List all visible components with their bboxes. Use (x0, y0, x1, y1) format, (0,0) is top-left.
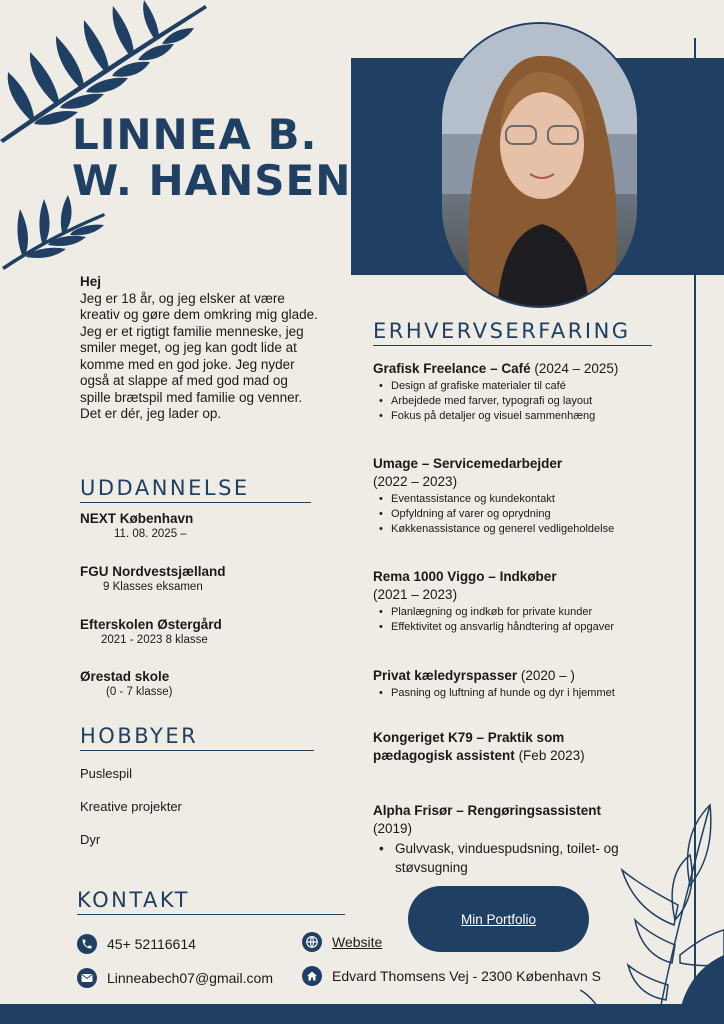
hobby-item: Kreative projekter (80, 799, 182, 814)
job-period: (2024 – 2025) (534, 361, 619, 376)
job-period: (2020 – ) (520, 668, 575, 683)
job-period: (2019) (373, 821, 413, 836)
job-period: (2021 – 2023) (373, 587, 458, 602)
education-item (80, 617, 320, 646)
job-bullet: • Planlægning og indkøb for private kunder (373, 605, 673, 620)
job-entry (373, 729, 673, 765)
contact-email (77, 968, 273, 988)
education-name: FGU Nordvestsjælland (80, 564, 226, 579)
about-text: Jeg er 18 år, og jeg elsker at være kreativ og gøre dem omkring mig glade. Jeg er et rigtigt familie menneske, jeg smiler meget, og jeg kan godt lide at komme med en god joke. Jeg nyder også at slappe af med god mad og spille brætspil med familie og venner. Det er dér, jeg lader op. (80, 290, 318, 421)
email-address: Linneabech07@gmail.com (107, 970, 273, 986)
job-title: Alpha Frisør – Rengøringsassistent (373, 803, 602, 818)
education-item (80, 669, 320, 698)
about-greeting: Hej (80, 274, 102, 289)
job-bullet: • Fokus på detaljer og visuel sammenhæng (373, 409, 673, 424)
job-bullet: • Pasning og luftning af hunde og dyr i hjemmet (373, 686, 673, 701)
profile-photo (440, 22, 639, 308)
footer-bar (0, 1004, 724, 1024)
job-title: Umage – Servicemedarbejder (373, 456, 563, 471)
job-title: Privat kæledyrspasser (373, 668, 518, 683)
job-bullet: • Gulvvask, vinduespudsning, toilet- og støvsugning (373, 839, 663, 877)
education-name: NEXT København (80, 511, 194, 526)
contact-address (302, 966, 601, 986)
education-detail: 2021 - 2023 8 klasse (101, 634, 208, 646)
name-line-2: W. HANSEN (72, 156, 352, 205)
job-title: Grafisk Freelance – Café (373, 361, 531, 376)
full-name (72, 112, 351, 204)
education-detail: 9 Klasses eksamen (103, 581, 203, 593)
mail-icon (77, 968, 97, 988)
contact-website[interactable] (302, 932, 382, 952)
experience-title: ERHVERVSERFARING (373, 319, 652, 346)
job-title-cont: pædagogisk assistent (373, 748, 515, 763)
job-entry (373, 360, 673, 424)
job-entry (373, 455, 673, 537)
portfolio-button[interactable]: Min Portfolio (408, 886, 589, 952)
education-name: Ørestad skole (80, 669, 170, 684)
education-item (80, 564, 320, 593)
hobbies-title: HOBBYER (80, 724, 314, 751)
job-period: (2022 – 2023) (373, 474, 458, 489)
job-bullet: • Eventassistance og kundekontakt (373, 492, 673, 507)
phone-icon (77, 934, 97, 954)
hobby-item: Puslespil (80, 766, 133, 781)
leaf-decoration-small (0, 195, 110, 270)
job-entry (373, 667, 673, 701)
job-entry (373, 568, 673, 635)
contact-phone (77, 934, 196, 954)
about-section (80, 274, 320, 423)
job-bullet: • Design af grafiske materialer til café (373, 379, 673, 394)
address: Edvard Thomsens Vej - 2300 København S (332, 968, 602, 984)
job-title: Kongeriget K79 – Praktik som (373, 730, 565, 745)
education-title: UDDANNELSE (80, 476, 311, 503)
job-period: (Feb 2023) (518, 748, 585, 763)
job-entry (373, 802, 673, 877)
job-bullet: • Opfyldning af varer og oprydning (373, 507, 673, 522)
website-link[interactable]: Website (332, 934, 383, 950)
vertical-divider (694, 38, 696, 1008)
education-detail: (0 - 7 klasse) (106, 686, 173, 698)
job-bullet: • Effektivitet og ansvarlig håndtering af opgaver (373, 620, 673, 635)
home-icon (302, 966, 322, 986)
job-title: Rema 1000 Viggo – Indkøber (373, 569, 557, 584)
contact-title: KONTAKT (77, 888, 345, 915)
education-detail: 11. 08. 2025 – (114, 528, 187, 540)
job-bullet: • Arbejdede med farver, typografi og layout (373, 394, 673, 409)
name-line-1: LINNEA B. (72, 110, 318, 159)
globe-icon (302, 932, 322, 952)
education-name: Efterskolen Østergård (80, 617, 222, 632)
job-bullet: • Køkkenassistance og generel vedligeholdelse (373, 522, 673, 537)
phone-number: 45+ 52116614 (107, 936, 196, 952)
education-item (80, 511, 320, 540)
hobby-item: Dyr (80, 832, 101, 847)
